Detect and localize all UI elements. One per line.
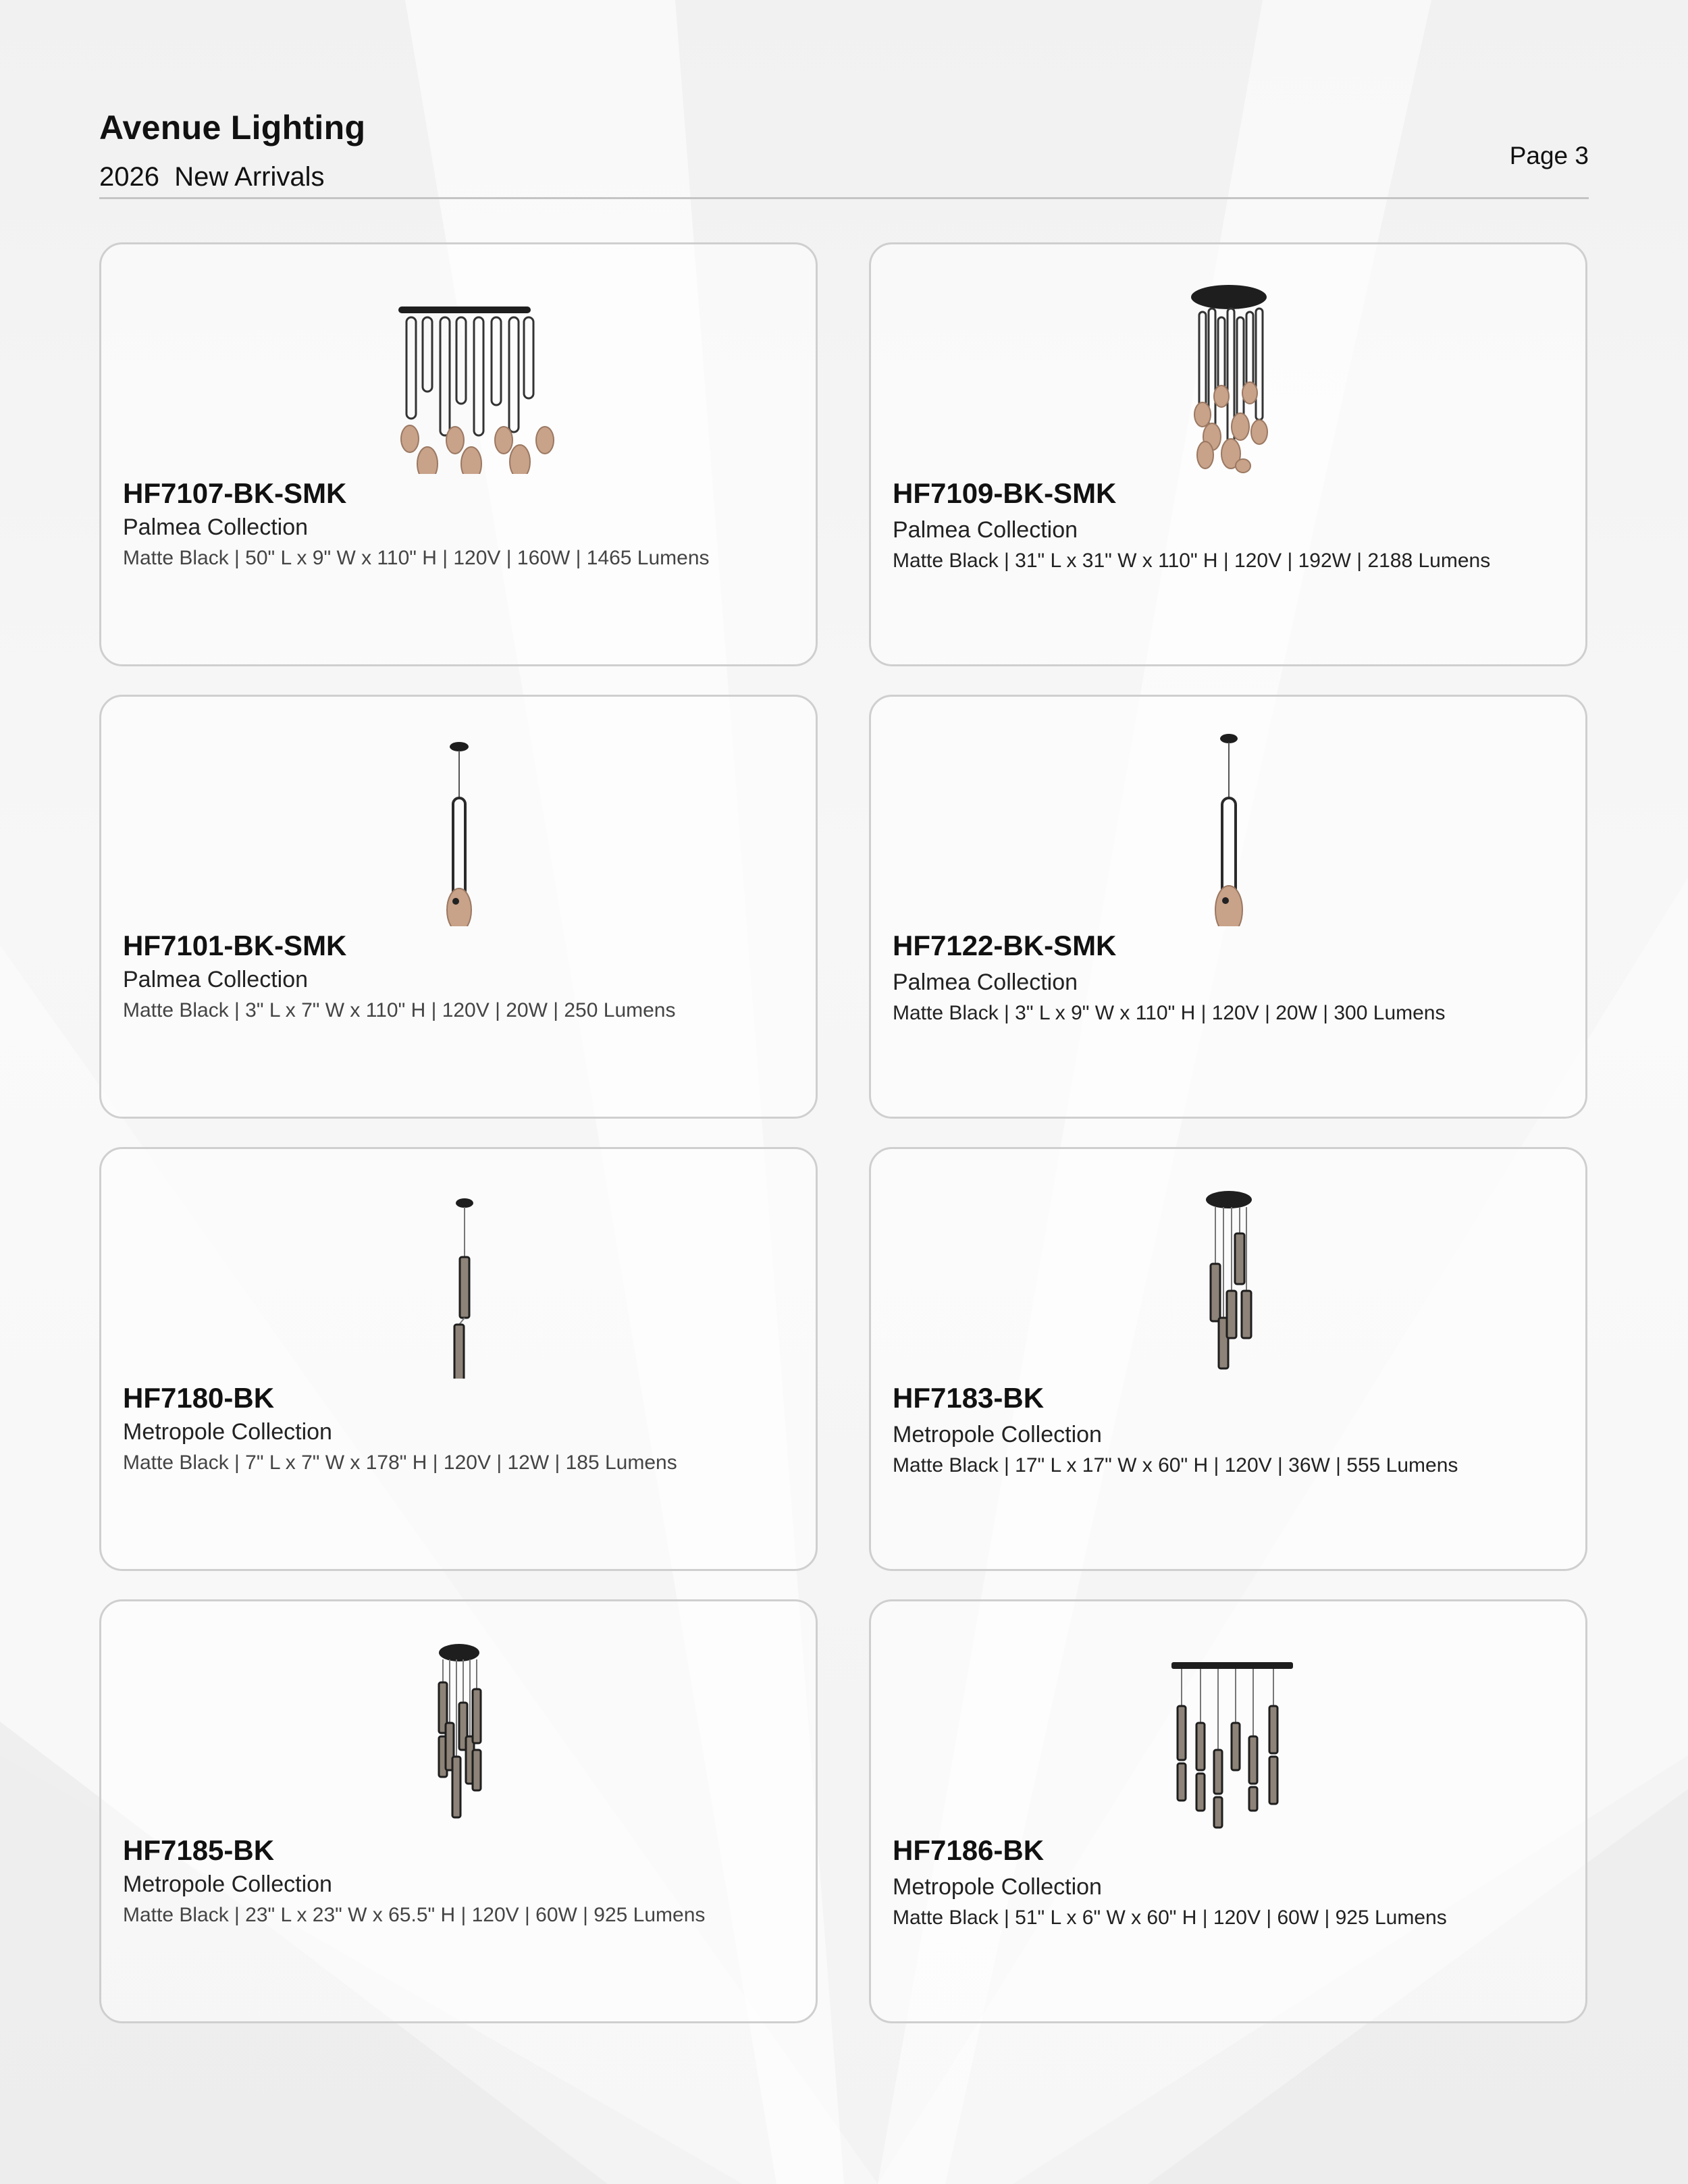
product-specs: Matte Black | 23" L x 23" W x 65.5" H | 120V | 60W | 925 Lumens xyxy=(123,1904,706,1926)
product-image-pendant-single-smoke xyxy=(1074,710,1384,926)
product-card[interactable] xyxy=(869,1599,1587,2023)
product-sku: HF7180-BK xyxy=(123,1382,275,1414)
product-card[interactable] xyxy=(869,242,1587,666)
product-image-pendant-tube-double xyxy=(304,1163,614,1379)
product-image-pendant-tube-round-cluster xyxy=(304,1615,614,1831)
product-sku: HF7122-BK-SMK xyxy=(893,930,1117,961)
product-sku: HF7183-BK xyxy=(893,1382,1045,1414)
product-collection: Palmea Collection xyxy=(893,517,1078,543)
product-specs: Matte Black | 3" L x 9" W x 110" H | 120V | 20W | 300 Lumens xyxy=(893,1002,1446,1024)
product-collection: Metropole Collection xyxy=(123,1871,332,1897)
product-specs: Matte Black | 51" L x 6" W x 60" H | 120V | 60W | 925 Lumens xyxy=(893,1907,1447,1929)
product-collection: Palmea Collection xyxy=(123,514,309,540)
product-specs: Matte Black | 7" L x 7" W x 178" H | 120V | 12W | 185 Lumens xyxy=(123,1451,677,1474)
product-collection: Metropole Collection xyxy=(123,1419,332,1445)
product-specs: Matte Black | 17" L x 17" W x 60" H | 120V | 36W | 555 Lumens xyxy=(893,1454,1458,1476)
product-collection: Metropole Collection xyxy=(893,1874,1102,1900)
product-specs: Matte Black | 31" L x 31" W x 110" H | 120V | 192W | 2188 Lumens xyxy=(893,550,1491,572)
product-sku: HF7107-BK-SMK xyxy=(123,477,347,509)
product-sku: HF7101-BK-SMK xyxy=(123,930,347,961)
product-image-pendant-single-smoke xyxy=(304,710,614,926)
page-number: Page 3 xyxy=(1509,142,1589,169)
product-collection: Palmea Collection xyxy=(893,969,1078,995)
product-specs: Matte Black | 3" L x 7" W x 110" H | 120V | 20W | 250 Lumens xyxy=(123,999,676,1021)
brand-name: Avenue Lighting xyxy=(99,109,366,147)
product-sku: HF7109-BK-SMK xyxy=(893,477,1117,509)
product-specs: Matte Black | 50" L x 9" W x 110" H | 120V | 160W | 1465 Lumens xyxy=(123,547,710,569)
product-collection: Metropole Collection xyxy=(893,1422,1102,1447)
page-header xyxy=(99,108,1589,199)
product-image-pendant-linear-smoke xyxy=(304,258,614,474)
product-card[interactable] xyxy=(99,1599,818,2023)
product-image-pendant-tube-linear xyxy=(1074,1615,1384,1831)
catalog-subtitle: 2026 New Arrivals xyxy=(99,162,325,192)
product-image-pendant-tube-cluster xyxy=(1074,1163,1384,1379)
product-collection: Palmea Collection xyxy=(123,967,309,992)
product-card[interactable] xyxy=(99,695,818,1119)
product-card[interactable] xyxy=(869,695,1587,1119)
product-card[interactable] xyxy=(99,1147,818,1571)
product-image-pendant-cluster-smoke xyxy=(1074,258,1384,474)
product-sku: HF7185-BK xyxy=(123,1834,275,1866)
product-card[interactable] xyxy=(99,242,818,666)
product-card[interactable] xyxy=(869,1147,1587,1571)
product-sku: HF7186-BK xyxy=(893,1834,1045,1866)
header-divider xyxy=(99,197,1589,199)
